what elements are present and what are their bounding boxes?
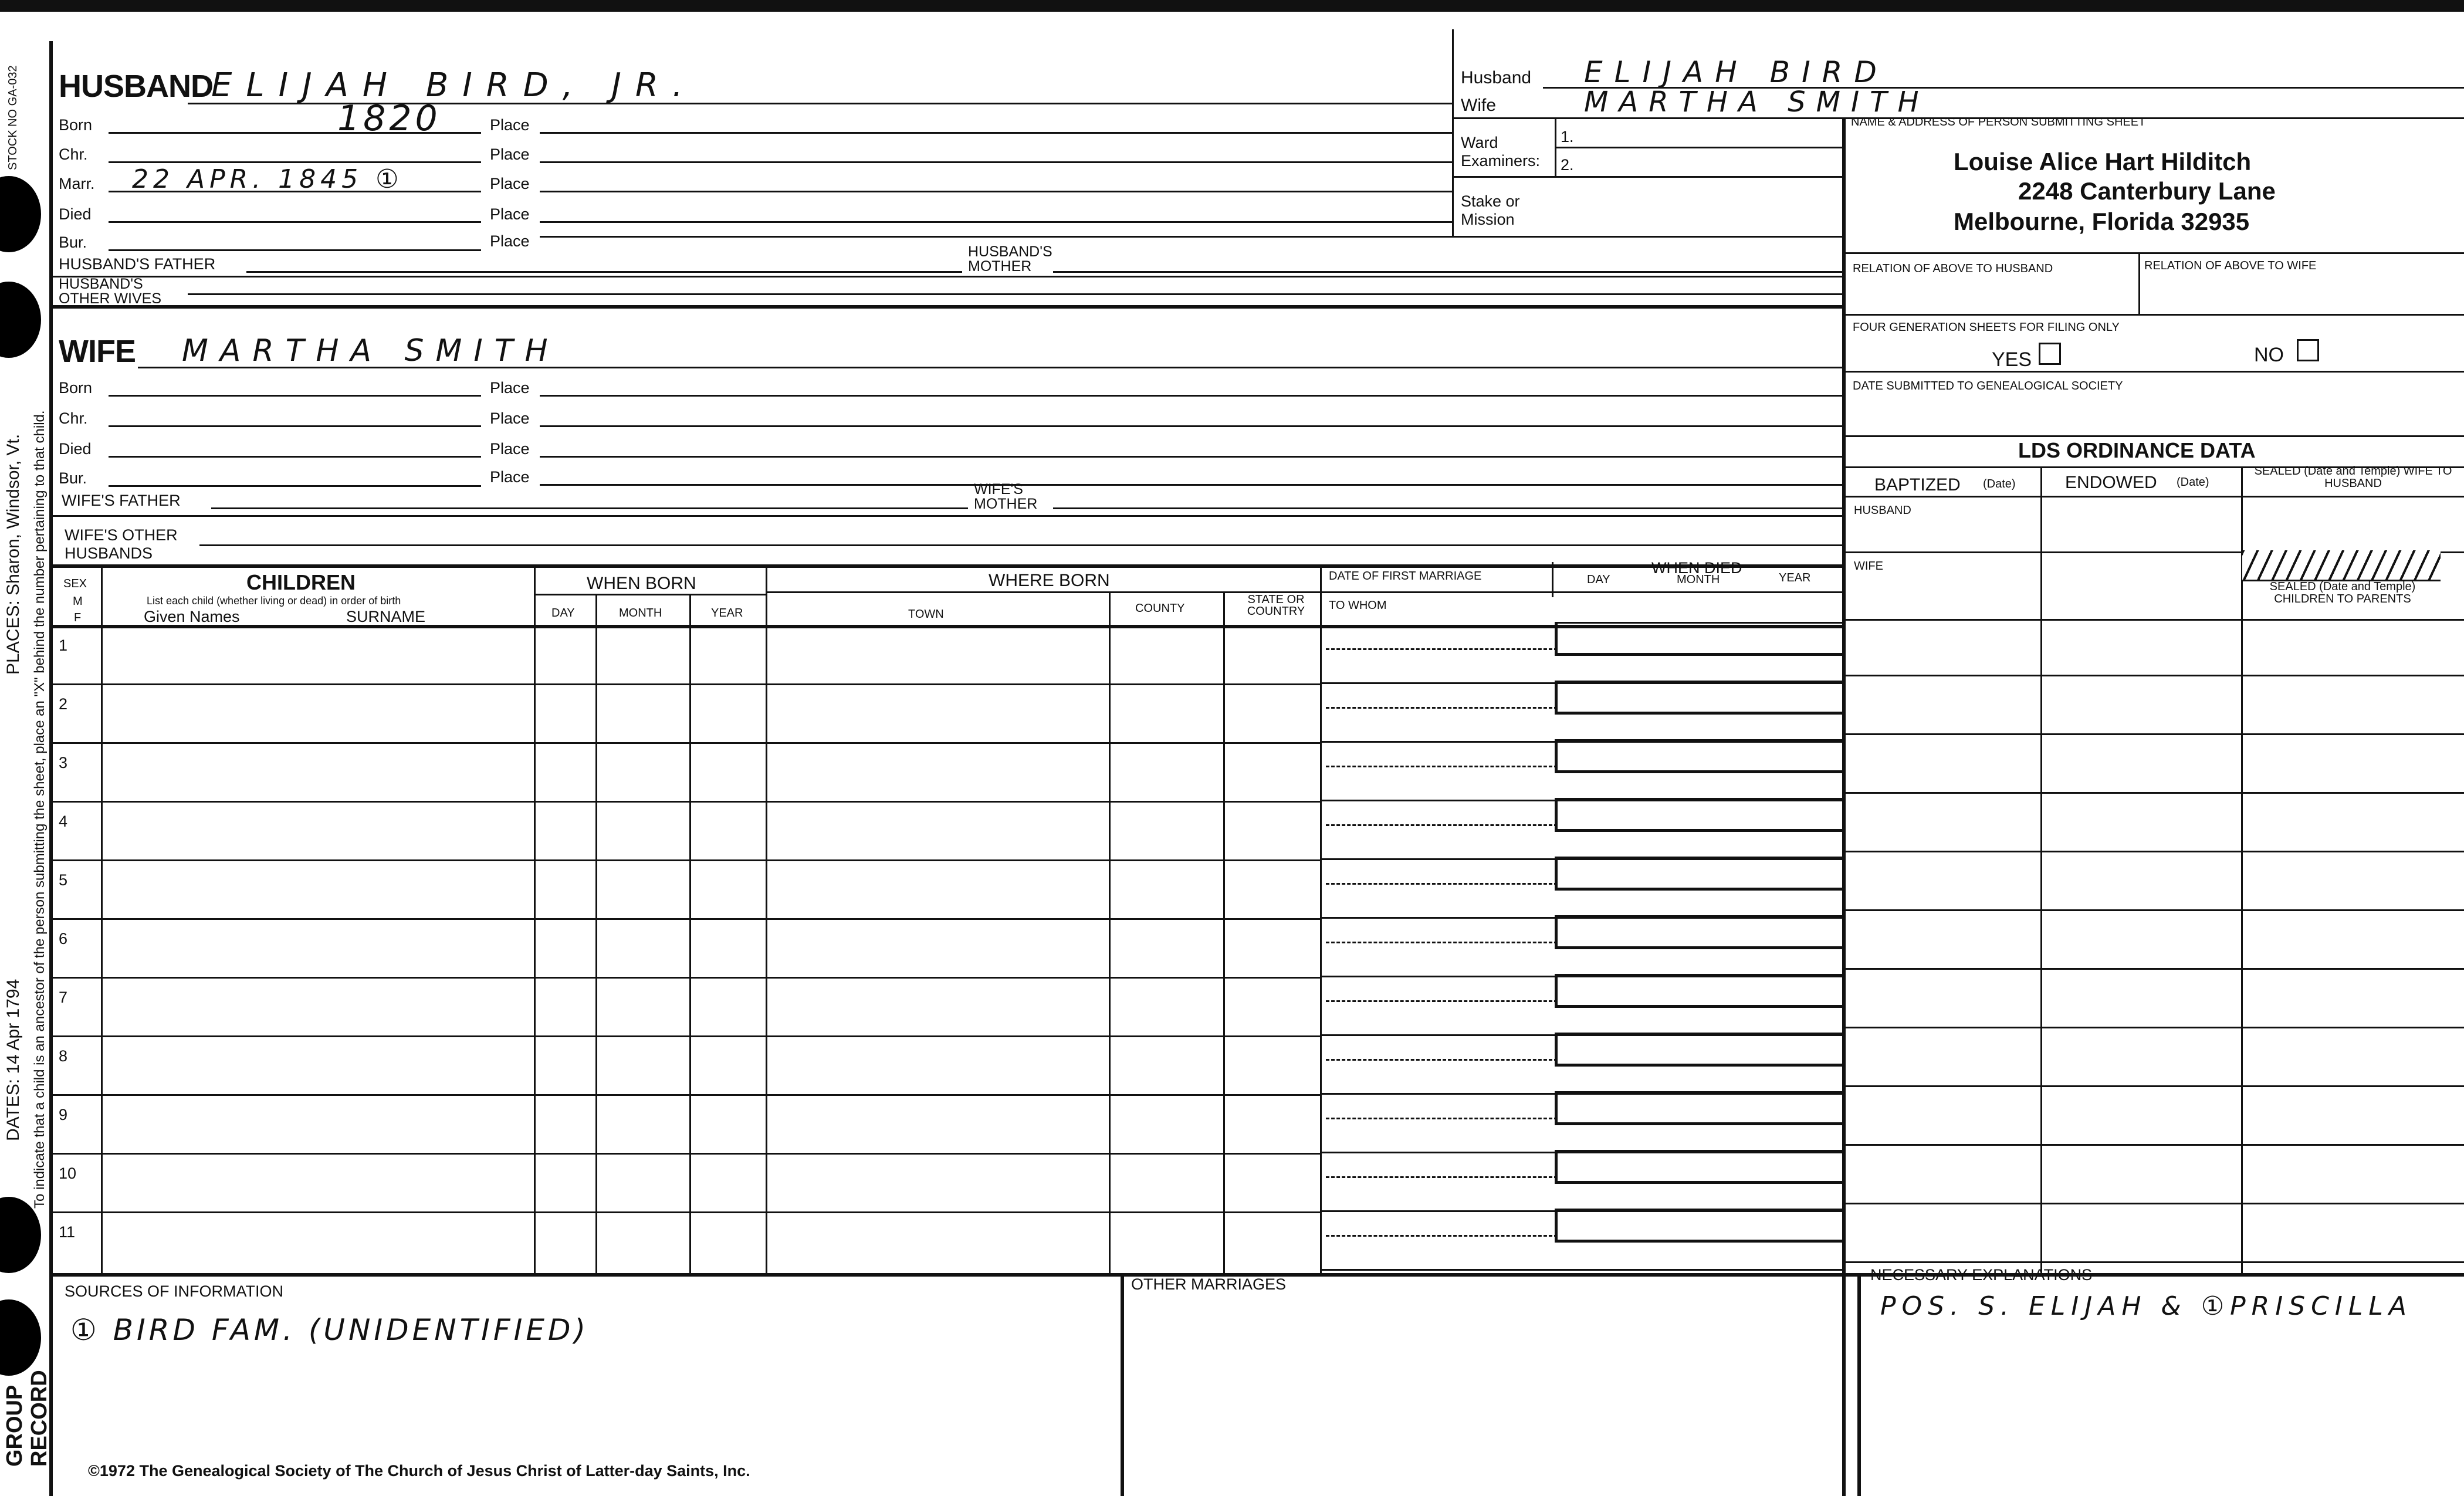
lds-child-row-line (1842, 909, 2464, 911)
husband-marriage-value[interactable]: 22 APR. 1845 ① (132, 164, 404, 194)
born-year-label: YEAR (711, 607, 743, 620)
binder-hole (0, 176, 41, 252)
bur-label: Bur. (59, 233, 87, 251)
wifes-father-label: WIFE'S FATHER (62, 492, 181, 509)
lds-husband-label: HUSBAND (1854, 504, 1911, 517)
first-marriage-dash (1326, 1118, 1558, 1119)
husband-label: Husband (1461, 68, 1532, 87)
places-note: PLACES: Sharon, Windsor, Vt. (4, 434, 23, 675)
first-marriage-dash (1326, 1000, 1558, 1002)
section-line (49, 276, 1842, 277)
sealed-children-label: SEALED (Date and Temple) CHILDREN TO PARENTS (2269, 580, 2416, 605)
baptized-label: BAPTIZED (1874, 475, 1961, 495)
examiner-1[interactable]: 1. (1561, 128, 1574, 145)
husbands-other-wives-label: HUSBAND'S OTHER WIVES (59, 276, 162, 307)
lds-title: LDS ORDINANCE DATA (2018, 438, 2256, 462)
child-row-number: 5 (59, 871, 68, 889)
first-marriage-dash (1326, 824, 1558, 826)
marriage-row-line (1320, 1269, 1842, 1271)
when-died-cell[interactable] (1555, 1150, 1845, 1184)
lds-col-divider (2241, 466, 2243, 1273)
place-label: Place (490, 205, 530, 223)
died-month-label: MONTH (1677, 573, 1720, 586)
died-year-label: YEAR (1779, 571, 1811, 584)
header-divider (1452, 29, 1454, 238)
endowed-label: ENDOWED (2065, 473, 2157, 492)
place-line (540, 132, 1452, 134)
place-label: Place (490, 468, 530, 486)
first-marriage-dash (1326, 942, 1558, 943)
husband-name[interactable]: ELIJAH BIRD, JR. (211, 66, 697, 104)
four-gen-line (1842, 371, 2464, 373)
examiner-2[interactable]: 2. (1561, 156, 1574, 174)
table-subheader-line (766, 591, 1320, 593)
given-names-label: Given Names (144, 608, 240, 625)
submitter-label: NAME & ADDRESS OF PERSON SUBMITTING SHEET (1851, 116, 2146, 128)
chr-line (109, 425, 481, 427)
frame-left (49, 41, 53, 1496)
stake-mission-label: Stake or Mission (1461, 192, 1520, 228)
husbands-mother-label: HUSBAND'S MOTHER (968, 243, 1052, 275)
lds-child-row-line (1842, 1261, 2464, 1263)
relation-divider (2138, 252, 2140, 314)
copyright: ©1972 The Genealogical Society of The Church of Jesus Christ of Latter-day Saints, Inc. (88, 1462, 750, 1480)
place-label: Place (490, 379, 530, 397)
when-died-cell[interactable] (1555, 857, 1845, 891)
child-ancestor-note: To indicate that a child is an ancestor of the person submitting the sheet, place an "X" behind the number pertaining to that child. (32, 410, 48, 1209)
bur-line (109, 485, 481, 487)
section-line (49, 515, 1842, 517)
place-line (540, 395, 1842, 397)
place-line (540, 191, 1452, 192)
submitter-line (1842, 252, 2464, 254)
ward-examiners-label: Ward Examiners: (1461, 134, 1541, 170)
child-row-number: 8 (59, 1047, 68, 1065)
husband-born-value[interactable]: 1820 (337, 98, 441, 139)
when-died-cell[interactable] (1555, 681, 1845, 715)
explanations-value[interactable]: POS. S. ELIJAH & ①PRISCILLA (1880, 1291, 2412, 1321)
died-line (109, 456, 481, 458)
place-line (540, 236, 1842, 238)
child-row-number: 9 (59, 1106, 68, 1123)
lds-col-divider (2040, 466, 2042, 1273)
husband-heading: HUSBAND (59, 69, 213, 104)
lds-wife-label: WIFE (1854, 560, 1883, 573)
table-subheader-line (1320, 591, 1842, 593)
child-row-number: 1 (59, 637, 68, 654)
first-marriage-dash (1326, 766, 1558, 767)
father-line (211, 507, 968, 509)
top-edge (0, 0, 2464, 12)
when-died-cell[interactable] (1555, 1209, 1845, 1243)
bur-label: Bur. (59, 469, 87, 487)
section-divider (49, 305, 1842, 309)
four-gen-label: FOUR GENERATION SHEETS FOR FILING ONLY (1853, 321, 2120, 334)
col-divider-died (1552, 562, 1553, 597)
born-day-label: DAY (551, 607, 575, 620)
group-record-label: GROUP RECORD (2, 1370, 52, 1467)
hatched-cell (2242, 550, 2441, 580)
other-husbands-line (199, 544, 1842, 546)
children-note: List each child (whether living or dead) in order of birth (147, 595, 401, 607)
submitter-name[interactable]: Louise Alice Hart Hilditch (1954, 148, 2252, 175)
children-title: CHILDREN (246, 570, 356, 594)
born-label: Born (59, 379, 93, 397)
lds-child-row-line (1842, 1144, 2464, 1146)
submitter-city[interactable]: Melbourne, Florida 32935 (1954, 208, 2250, 235)
child-row-number: 11 (59, 1223, 76, 1241)
died-line (109, 221, 481, 223)
sources-value[interactable]: ① BIRD FAM. (UNIDENTIFIED) (70, 1313, 590, 1347)
place-label: Place (490, 440, 530, 458)
wife-label: Wife (1461, 96, 1496, 115)
first-marriage-dash (1326, 1059, 1558, 1061)
lds-child-row-line (1842, 968, 2464, 970)
binder-hole (0, 282, 41, 358)
no-checkbox[interactable] (2297, 339, 2319, 361)
baptized-date-label: (Date) (1983, 478, 2016, 490)
lds-row-line (1842, 619, 2464, 621)
first-marriage-dash (1326, 1235, 1558, 1237)
state-country-label: STATE OR COUNTRY (1247, 593, 1305, 618)
child-row-number: 2 (59, 695, 68, 713)
when-died-cell[interactable] (1555, 974, 1845, 1008)
chr-line (109, 161, 481, 163)
when-born-label: WHEN BORN (587, 574, 696, 593)
when-died-cell[interactable] (1555, 739, 1845, 773)
to-whom-label: TO WHOM (1329, 599, 1387, 612)
wifes-other-husbands-label: WIFE'S OTHER HUSBANDS (65, 526, 178, 562)
header-wife-value[interactable]: MARTHA SMITH (1584, 86, 1930, 119)
when-died-cell[interactable] (1555, 1033, 1845, 1067)
lds-child-row-line (1842, 733, 2464, 735)
section-divider (49, 564, 1842, 568)
town-label: TOWN (908, 608, 944, 621)
place-line (540, 456, 1842, 458)
dates-note: DATES: 14 Apr 1794 (4, 979, 23, 1141)
yes-checkbox[interactable] (2039, 343, 2061, 365)
f-label: F (74, 611, 82, 624)
yes-label: YES (1992, 348, 2032, 371)
sex-label: SEX (63, 577, 87, 590)
child-row-number: 6 (59, 930, 68, 947)
chr-label: Chr. (59, 145, 88, 163)
place-label: Place (490, 145, 530, 163)
lds-header-line (1842, 496, 2464, 497)
born-month-label: MONTH (619, 607, 662, 620)
chr-label: Chr. (59, 409, 88, 427)
when-died-cell[interactable] (1555, 798, 1845, 832)
when-died-cell[interactable] (1555, 1091, 1845, 1125)
marr-line (109, 191, 481, 192)
bottom-divider (1857, 1273, 1861, 1496)
relation-line (1842, 314, 2464, 316)
where-born-label: WHERE BORN (989, 571, 1110, 590)
father-line (246, 271, 962, 273)
when-died-cell[interactable] (1555, 622, 1845, 656)
endowed-date-label: (Date) (2177, 476, 2209, 489)
marr-label: Marr. (59, 175, 95, 192)
wife-name[interactable]: MARTHA SMITH (182, 333, 560, 368)
when-died-cell[interactable] (1555, 915, 1845, 949)
child-row-number: 3 (59, 754, 68, 771)
place-label: Place (490, 409, 530, 427)
mother-line (1053, 507, 1842, 509)
child-row-number: 4 (59, 813, 68, 830)
relation-husband-label: RELATION OF ABOVE TO HUSBAND (1853, 262, 2053, 275)
explanations-label: NECESSARY EXPLANATIONS (1870, 1266, 2093, 1284)
date-submitted-line (1842, 435, 2464, 437)
examiner-line (1555, 147, 1842, 148)
mother-line (1053, 271, 1842, 273)
wife-heading: WIFE (59, 334, 136, 369)
place-line (540, 221, 1452, 223)
born-label: Born (59, 116, 93, 134)
lds-child-row-line (1842, 1085, 2464, 1087)
m-label: M (73, 595, 83, 608)
no-label: NO (2254, 344, 2284, 366)
lds-child-row-line (1842, 851, 2464, 852)
husbands-father-label: HUSBAND'S FATHER (59, 255, 216, 273)
died-label: Died (59, 205, 92, 223)
place-line (540, 484, 1842, 486)
county-label: COUNTY (1135, 602, 1185, 615)
bur-line (109, 249, 481, 251)
place-label: Place (490, 116, 530, 134)
place-line (540, 425, 1842, 427)
when-died-label: WHEN DIED (1651, 559, 1742, 577)
other-marriages-label: OTHER MARRIAGES (1131, 1275, 1287, 1293)
died-label: Died (59, 440, 92, 458)
sealed-wife-label: SEALED (Date and Temple) WIFE TO HUSBAND (2254, 465, 2452, 490)
first-marriage-dash (1326, 648, 1558, 650)
lds-child-row-line (1842, 792, 2464, 794)
lds-child-row-line (1842, 1203, 2464, 1204)
born-line (109, 132, 481, 134)
first-marriage-dash (1326, 707, 1558, 709)
table-subheader-line (534, 594, 766, 595)
date-submitted-label: DATE SUBMITTED TO GENEALOGICAL SOCIETY (1853, 380, 2123, 392)
first-marriage-label: DATE OF FIRST MARRIAGE (1329, 570, 1482, 583)
wife-name-line (138, 367, 1842, 368)
examiner-line (1452, 176, 1842, 178)
submitter-street[interactable]: 2248 Canterbury Lane (2018, 177, 2276, 205)
header-husband-value[interactable]: ELIJAH BIRD (1584, 55, 1888, 89)
stock-number: STOCK NO GA-032 (6, 65, 19, 170)
surname-label: SURNAME (346, 608, 426, 625)
place-line (540, 161, 1452, 163)
sources-label: SOURCES OF INFORMATION (65, 1282, 284, 1300)
place-label: Place (490, 232, 530, 250)
child-row-number: 10 (59, 1165, 77, 1182)
relation-wife-label: RELATION OF ABOVE TO WIFE (2144, 259, 2317, 272)
lds-child-row-line (1842, 1027, 2464, 1028)
place-label: Place (490, 175, 530, 192)
bottom-divider (1121, 1273, 1124, 1496)
died-day-label: DAY (1587, 573, 1610, 586)
born-line (109, 395, 481, 397)
other-wives-line (188, 293, 1842, 295)
first-marriage-dash (1326, 1176, 1558, 1178)
wifes-mother-label: WIFE'S MOTHER (974, 481, 1038, 512)
lds-child-row-line (1842, 675, 2464, 676)
child-row-number: 7 (59, 989, 68, 1006)
first-marriage-dash (1326, 883, 1558, 885)
